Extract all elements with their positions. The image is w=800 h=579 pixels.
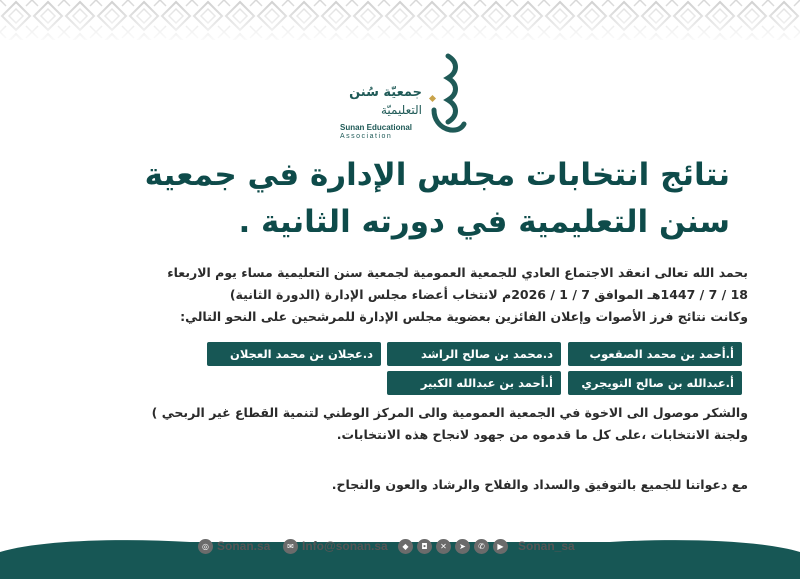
- winner-chip: أ.أحمد بن عبدالله الكبير: [387, 371, 561, 395]
- intro-paragraph: [48, 262, 748, 328]
- winner-chip: أ.أحمد بن محمد الصقعوب: [568, 342, 742, 366]
- winner-chip: د.عجلان بن محمد العجلان: [207, 342, 381, 366]
- thanks-line-2: ولجنة الانتخابات ،على كل ما قدموه من جهود لانجاح هذه الانتخابات.: [336, 427, 748, 442]
- winner-chip: أ.عبدالله بن صالح التويجري: [568, 371, 742, 395]
- youtube-icon[interactable]: ▶: [493, 539, 508, 554]
- page-title: نتائج انتخابات مجلس الإدارة في جمعية سنن التعليمية في دورته الثانية .: [144, 157, 730, 240]
- footer-contacts: [0, 531, 800, 561]
- logo-arabic-name: جمعيّة سُنن: [349, 85, 422, 100]
- social-handle[interactable]: Sonan_sa: [518, 539, 575, 553]
- logo-english-subtitle: Association: [340, 133, 393, 140]
- intro-line-2: 18 / 7 / 1447هـ الموافق 7 / 1 / 2026م لانتخاب أعضاء مجلس الإدارة (الدورة الثانية): [229, 287, 748, 302]
- intro-line-1: بحمد الله تعالى انعقد الاجتماع العادي للجمعية العمومية لجمعية سنن التعليمية مساء يوم الاربعاء: [167, 265, 748, 280]
- closing-paragraph: مع دعواتنا للجميع بالتوفيق والسداد والفلاح والرشاد والعون والنجاح.: [331, 477, 748, 492]
- thanks-paragraph: [48, 402, 748, 446]
- association-logo: [330, 52, 470, 144]
- thanks-line-1: والشكر موصول الى الاخوة في الجمعية العمومية والى المركز الوطني لتنمية القطاع غير الربحي ): [151, 405, 748, 420]
- x-icon[interactable]: ✕: [436, 539, 451, 554]
- decorative-pattern-band: [0, 0, 800, 40]
- snapchat-icon[interactable]: ◆: [398, 539, 413, 554]
- email-link[interactable]: ✉ Info@sonan.sa: [283, 538, 388, 554]
- telegram-icon[interactable]: ➤: [455, 539, 470, 554]
- instagram-icon[interactable]: ◘: [417, 539, 432, 554]
- email-icon: ✉: [283, 539, 298, 554]
- winner-chip: د.محمد بن صالح الراشد: [387, 342, 561, 366]
- logo-english-name: Sunan Educational: [340, 123, 413, 132]
- globe-icon: ◎: [198, 539, 213, 554]
- whatsapp-icon[interactable]: ✆: [474, 539, 489, 554]
- website-link[interactable]: ◎ Sonan.sa: [198, 538, 270, 554]
- logo-mark-icon: [424, 52, 470, 144]
- social-icons: [398, 538, 575, 554]
- intro-line-3: وكانت نتائج فرز الأصوات وإعلان الفائزين بعضوية مجلس الإدارة للمرشحين على النحو التالي:: [180, 309, 748, 324]
- logo-arabic-subtitle: التعليميّة: [381, 103, 422, 117]
